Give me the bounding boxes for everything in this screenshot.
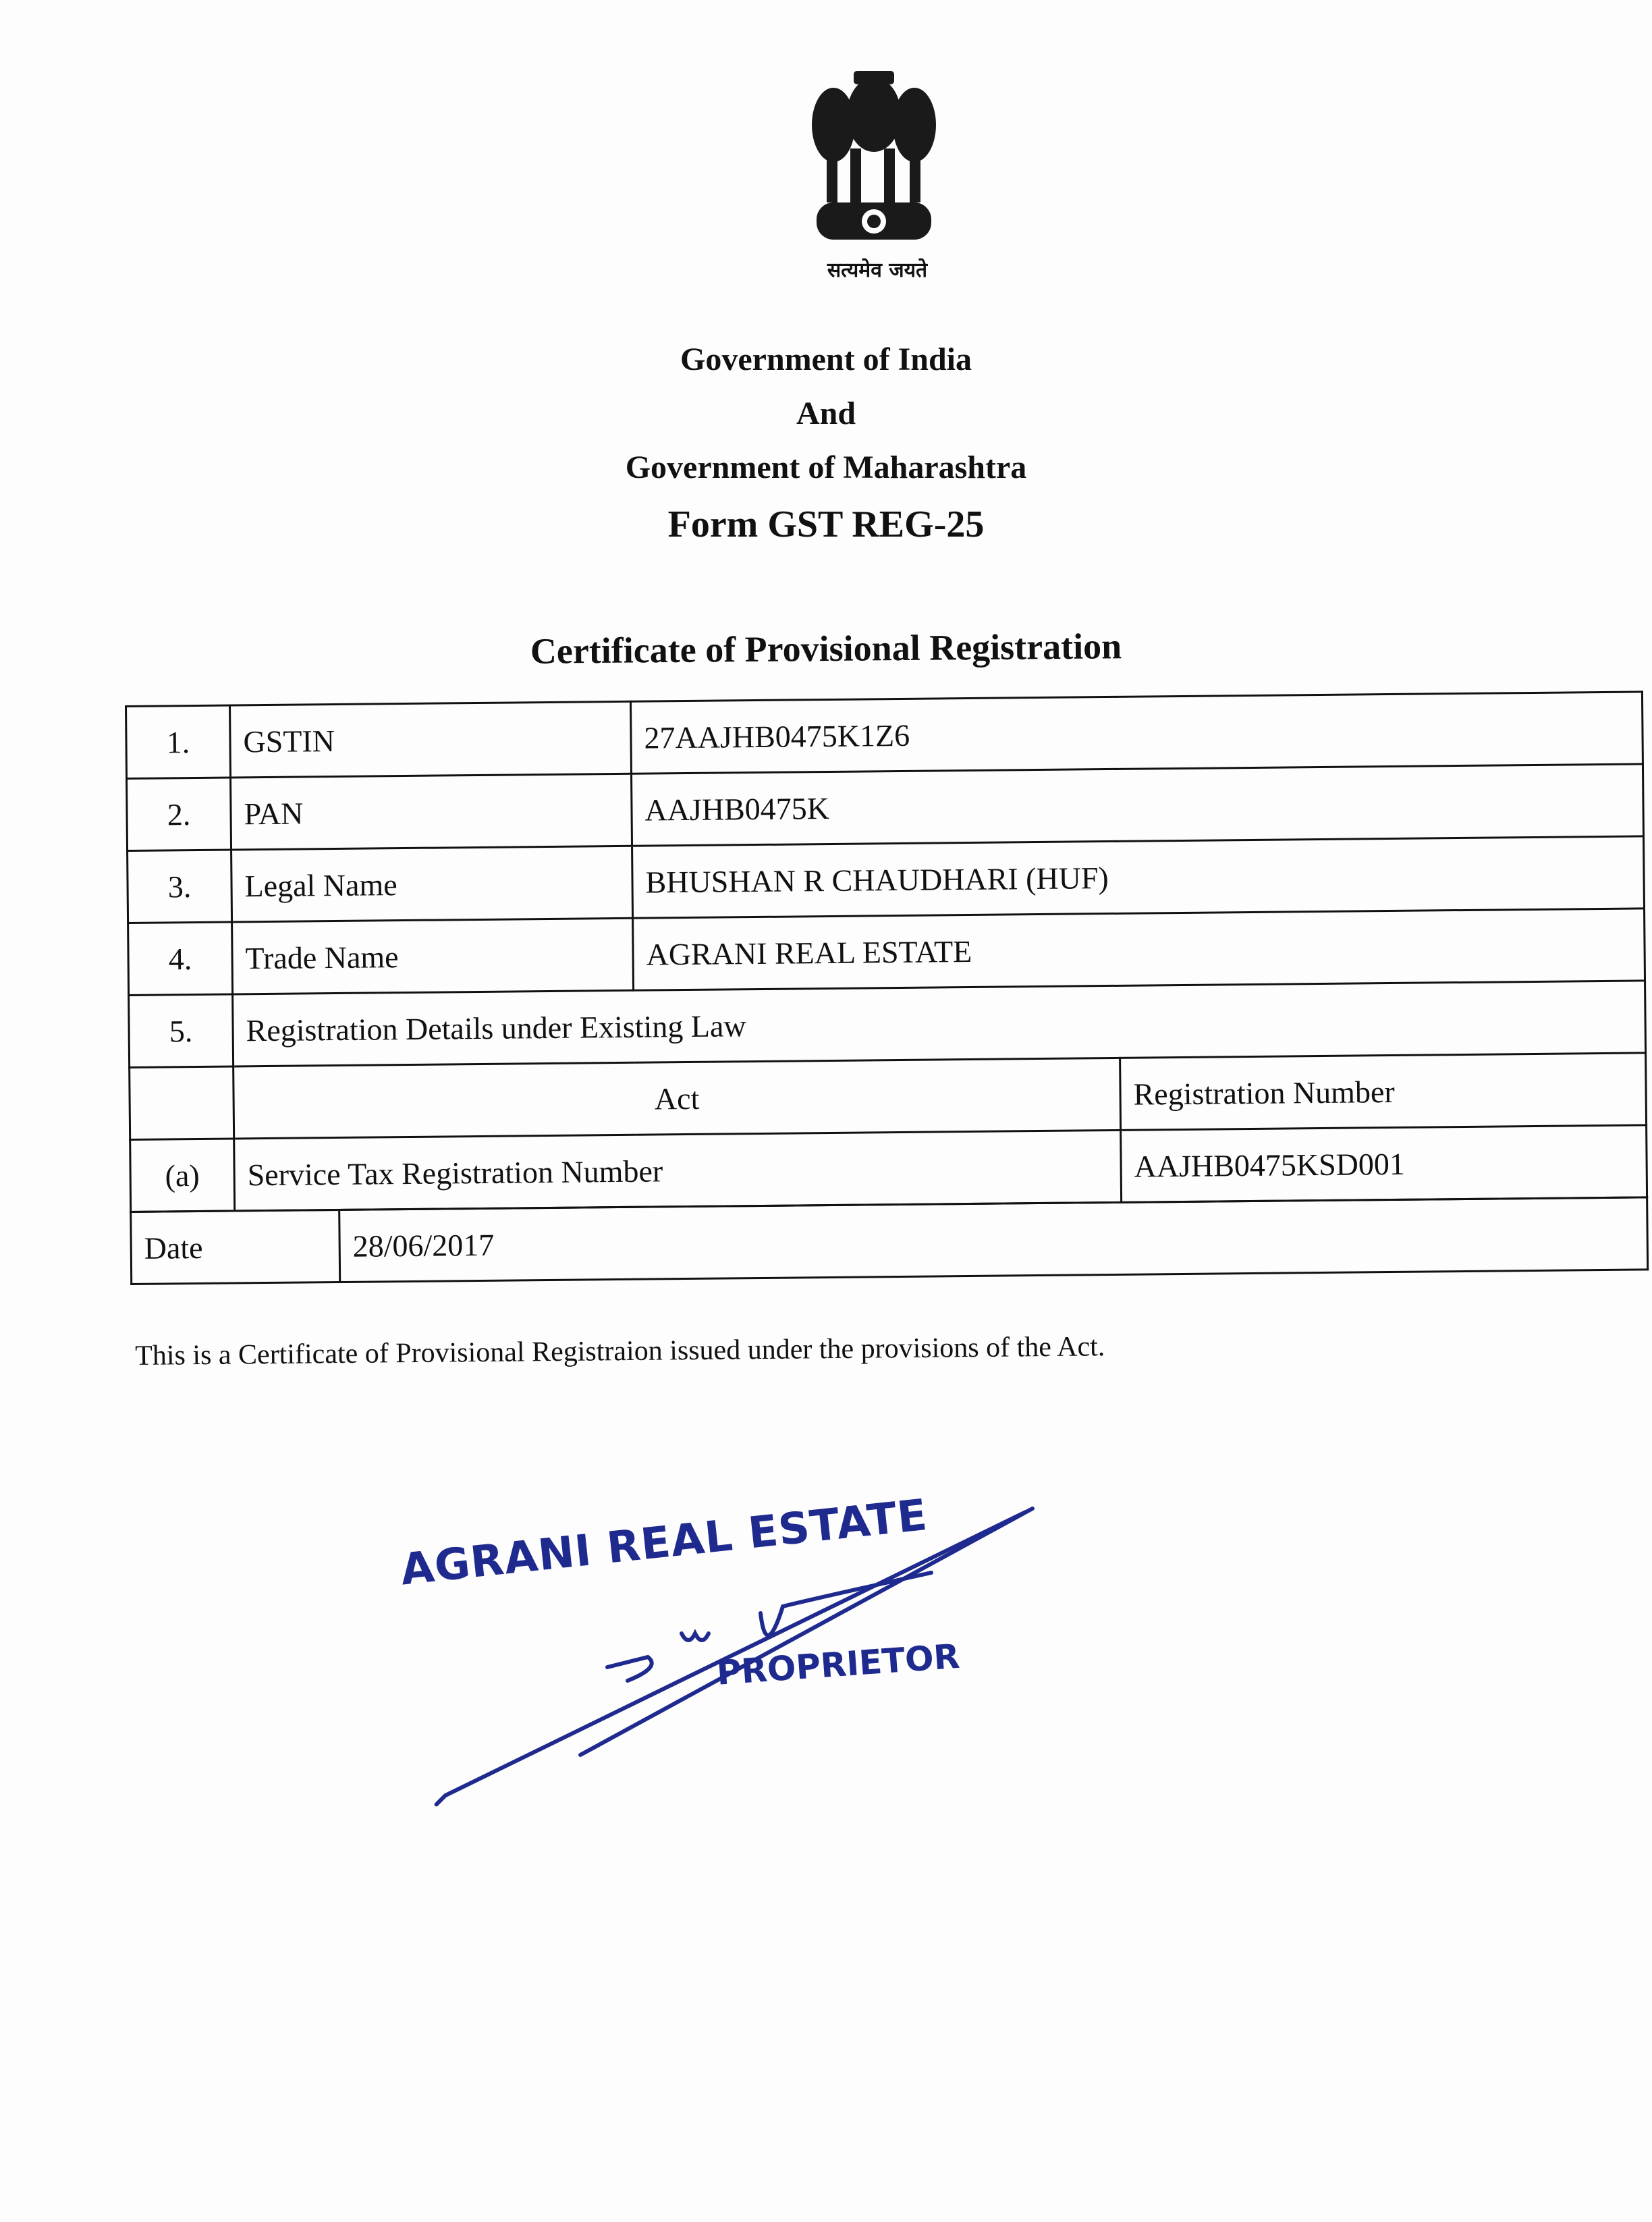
row-number: (a) — [130, 1139, 235, 1212]
row-label: Trade Name — [232, 918, 634, 994]
certificate-footer-note: This is a Certificate of Provisional Registraion issued under the provisions of the Act. — [135, 1331, 1105, 1372]
row-value-trade-name: AGRANI REAL ESTATE — [633, 909, 1645, 990]
header-government-maharashtra: Government of Maharashtra — [625, 450, 1027, 485]
certificate-title: Certificate of Provisional Registration — [530, 626, 1122, 672]
row-number: 1. — [126, 705, 231, 778]
section-label: Registration Details under Existing Law — [233, 981, 1646, 1066]
date-row — [131, 1197, 1648, 1284]
row-label: PAN — [231, 774, 632, 850]
empty-cell — [130, 1066, 234, 1139]
reg-number-value: AAJHB0475KSD001 — [1121, 1125, 1647, 1202]
header-and: And — [796, 396, 856, 431]
act-header: Act — [233, 1058, 1121, 1139]
row-number: 5. — [129, 994, 233, 1067]
row-number: 3. — [128, 850, 232, 923]
header-government-india: Government of India — [680, 342, 972, 377]
stamp-business-name: AGRANI REAL ESTATE — [398, 1490, 930, 1596]
reg-number-header: Registration Number — [1120, 1053, 1647, 1130]
row-label: Legal Name — [231, 846, 633, 922]
date-label: Date — [131, 1210, 340, 1284]
national-emblem-icon — [803, 67, 945, 256]
date-value: 28/06/2017 — [339, 1197, 1648, 1282]
registration-table — [125, 690, 1649, 1285]
row-number: 2. — [127, 778, 231, 850]
emblem-motto: सत्यमेव जयते — [827, 259, 928, 282]
row-value-legal-name: BHUSHAN R CHAUDHARI (HUF) — [632, 836, 1645, 918]
row-number: 4. — [128, 922, 233, 995]
row-value-gstin: 27AAJHB0475K1Z6 — [630, 692, 1643, 774]
stamp-role: PROPRIETOR — [715, 1636, 961, 1693]
row-label: GSTIN — [230, 701, 632, 778]
form-name: Form GST REG-25 — [667, 504, 985, 545]
row-value-pan: AAJHB0475K — [632, 764, 1644, 846]
act-value: Service Tax Registration Number — [234, 1130, 1122, 1211]
